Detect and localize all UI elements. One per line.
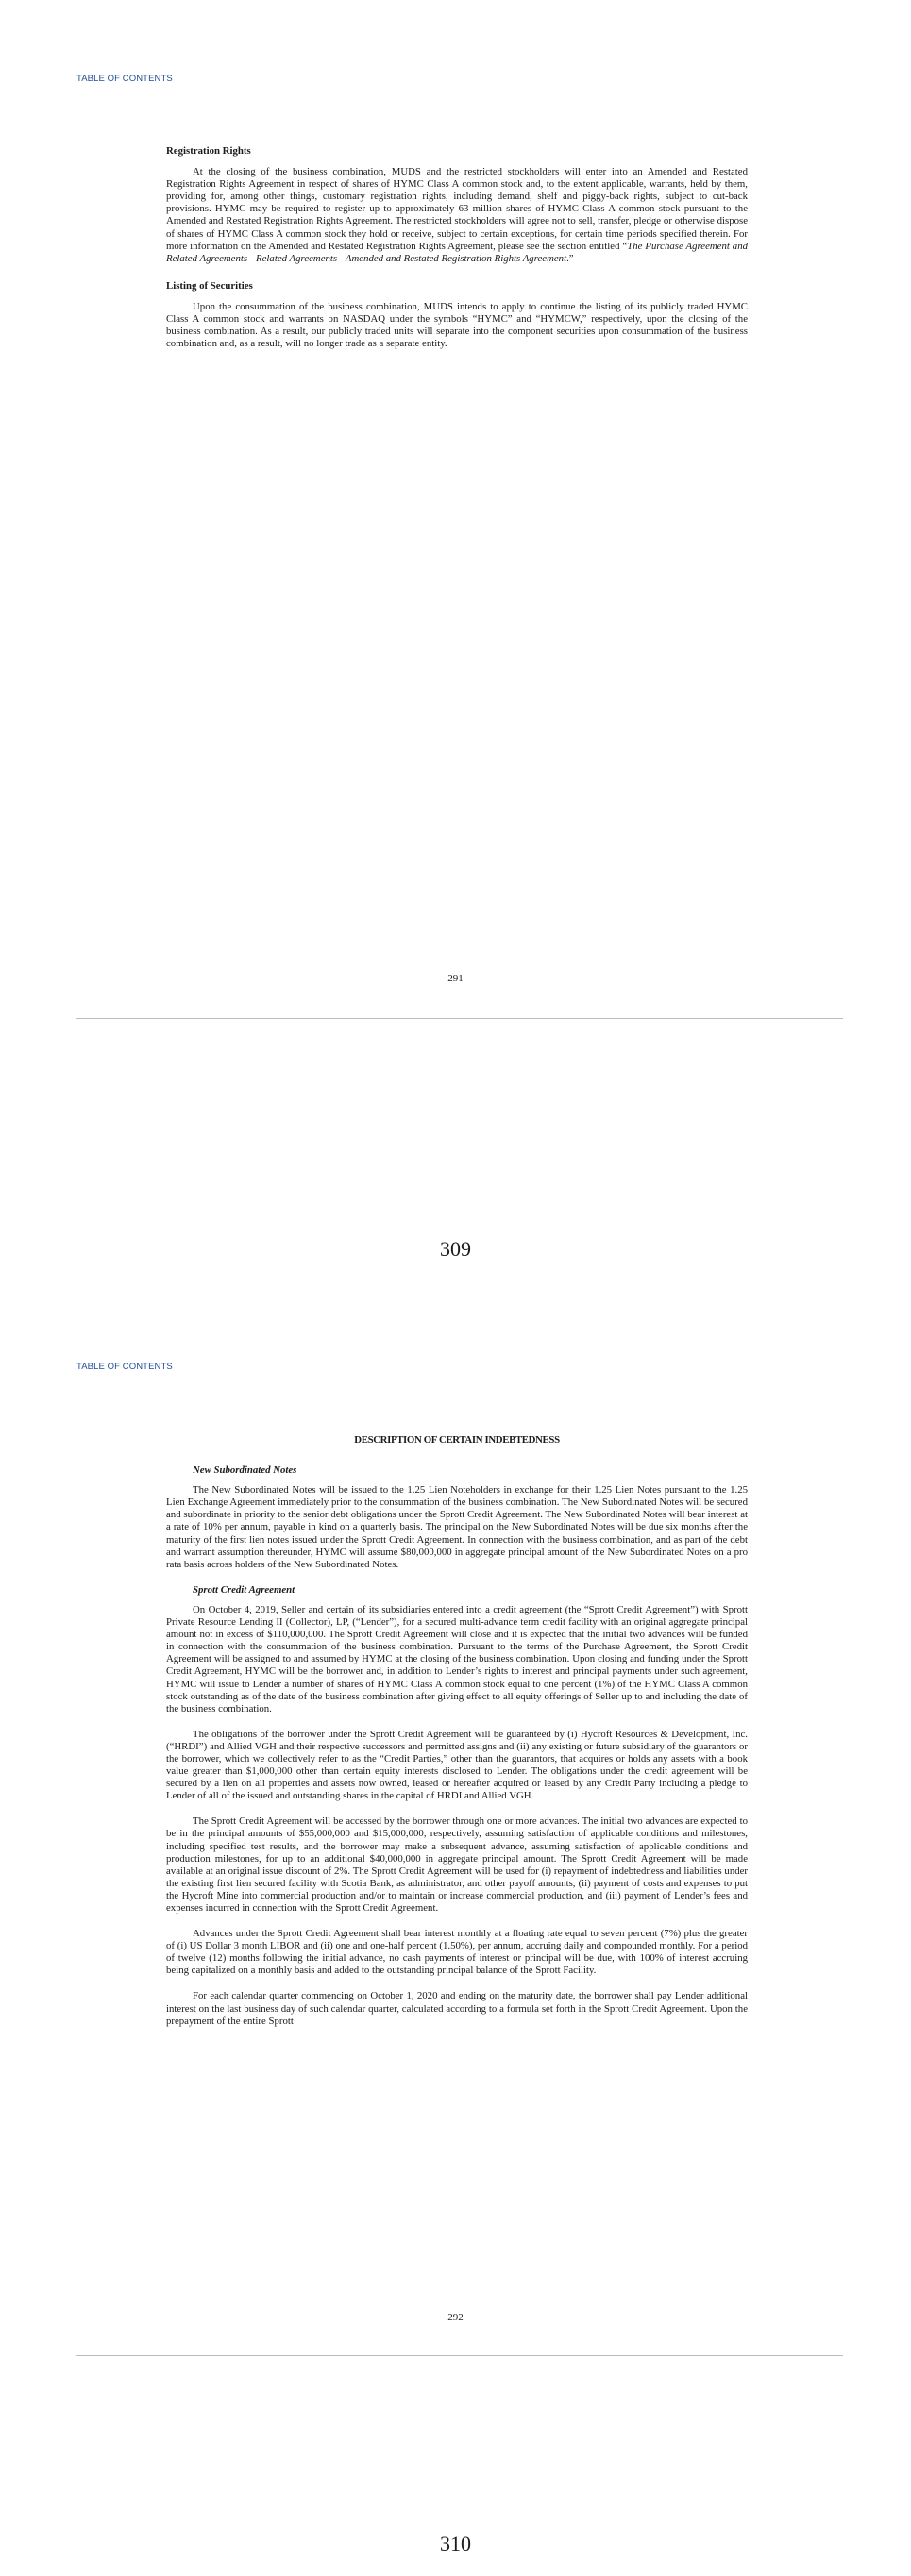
registration-rights-reference: The Purchase Agreement and Related Agreements - Related Agreements - Amended and Restated Registration Rights Agreement	[166, 240, 748, 264]
listing-of-securities-paragraph: Upon the consummation of the business combination, MUDS intends to apply to continue the listing of its publicly traded HYMC Class A common stock and warrants on NASDAQ under the symbols “HYMC” and “HYMCW,” respectively, upon the closing of the business combination. As a result, our publicly traded units will separate into the component securities upon consummation of the business combination and, as a result, will no longer trade as a separate entity.	[166, 300, 748, 350]
sequence-number: 309	[440, 1237, 471, 1261]
new-subordinated-notes-heading: New Subordinated Notes	[193, 1464, 297, 1477]
page-number: 292	[447, 2312, 464, 2323]
section-title: DESCRIPTION OF CERTAIN INDEBTEDNESS	[354, 1434, 560, 1446]
page-2-body	[166, 1434, 748, 2028]
registration-rights-paragraph: At the closing of the business combination, MUDS and the restricted stockholders will enter into an Amended and Restated Registration Rights Agreement in respect of shares of HYMC Class A common stock and, to the extent applicable, warrants, held by them, providing for, among other things, customary registration rights, including demand, shelf and piggy-back rights, subject to cut-back provisions. HYMC may be required to register up to approximately 63 million shares of HYMC Class A common stock pursuant to the Amended and Restated Registration Rights Agreement. The restricted stockholders will agree not to sell, transfer, pledge or otherwise dispose of shares of HYMC Class A common stock they hold or receive, subject to certain exceptions, for certain time periods specified therein. For more information on the Amended and Restated Registration Rights Agreement, please see the section entitled “The Purchase Agreement and Related Agreements - Related Agreements - Amended and Restated Registration Rights Agreement.”	[166, 166, 748, 264]
sprott-paragraph: The obligations of the borrower under the Sprott Credit Agreement will be guaranteed by (i) Hycroft Resources & Development, Inc. (“HRDI”) and Allied VGH and their respective successors and permitted assigns and (ii) any existing or future subsidiary of the guarantors or the borrower, which we collectively refer to as the “Credit Parties,” other than the guarantors, that acquires or holds any assets with a book value greater than $1,000,000 other than certain equity interests disclosed to Lender. The obligations under the credit agreement will be secured by a lien on all properties and assets now owned, leased or hereafter acquired or leased by any Credit Party including a pledge to Lender of all of the issued and outstanding shares in the capital of HRDI and Allied VGH.	[166, 1728, 748, 1802]
table-of-contents-link[interactable]: TABLE OF CONTENTS	[76, 1362, 173, 1372]
sprott-credit-agreement-heading: Sprott Credit Agreement	[193, 1583, 295, 1596]
sprott-paragraph: For each calendar quarter commencing on October 1, 2020 and ending on the maturity date, the borrower shall pay Lender additional interest on the last business day of such calendar quarter, calculated according to a formula set forth in the Sprott Credit Agreement. Upon the prepayment of the entire Sprott	[166, 1990, 748, 2027]
registration-rights-heading: Registration Rights	[166, 145, 251, 157]
table-of-contents-link[interactable]: TABLE OF CONTENTS	[76, 74, 173, 84]
sprott-paragraph: Advances under the Sprott Credit Agreement shall bear interest monthly at a floating rate equal to seven percent (7%) plus the greater of (i) US Dollar 3 month LIBOR and (ii) one and one-half percent (1.50%), per annum, accruing daily and compounded monthly. For a period of twelve (12) months following the initial advance, no cash payments of interest or principal will be due, with 100% of interest accruing being capitalized on a monthly basis and added to the outstanding principal balance of the Sprott Facility.	[166, 1928, 748, 1977]
sprott-paragraph: The Sprott Credit Agreement will be accessed by the borrower through one or more advances. The initial two advances are expected to be in the principal amounts of $55,000,000 and $15,000,000, respectively, assuming satisfaction of applicable conditions and milestones, including specified test results, and the borrower may make a subsequent advance, assuming satisfaction of applicable conditions and production milestones, for up to an additional $40,000,000 in aggregate principal amount. The Sprott Credit Agreement will be made available at an original issue discount of 2%. The Sprott Credit Agreement will be used for (i) repayment of indebtedness and liabilities under the existing first lien secured facility with Scotia Bank, as administrator, and other payoff amounts, (ii) payment of costs and expenses to put the Hycroft Mine into commercial production and/or to maintain or increase commercial production, and (iii) payment of Lender’s fees and expenses incurred in connection with the Sprott Credit Agreement.	[166, 1815, 748, 1914]
page-divider	[76, 2355, 843, 2356]
sequence-number: 310	[440, 2532, 471, 2555]
sprott-paragraph: On October 4, 2019, Seller and certain of its subsidiaries entered into a credit agreement (the “Sprott Credit Agreement”) with Sprott Private Resource Lending II (Collector), LP, (“Lender”), for a secured multi-advance term credit facility with an original aggregate principal amount not in excess of $110,000,000. The Sprott Credit Agreement will close and it is expected that the initial two advances will be funded in connection with the consummation of the business combination. Pursuant to the terms of the Purchase Agreement, the Sprott Credit Agreement will be assigned to and assumed by HYMC at the closing of the business combination. Upon closing and funding under the Sprott Credit Agreement, HYMC will be the borrower and, in addition to Lender’s rights to interest and principal payments under such agreement, HYMC will issue to Lender a number of shares of HYMC Class A common stock equal to one percent (1%) of the HYMC Class A common stock outstanding as of the date of the business combination after giving effect to all equity offerings of Seller up to and including the date of the business combination.	[166, 1603, 748, 1715]
page-number: 291	[447, 973, 464, 984]
page-divider	[76, 1018, 843, 1019]
page-1-body	[166, 145, 748, 350]
listing-of-securities-heading: Listing of Securities	[166, 279, 253, 292]
new-subordinated-notes-paragraph: The New Subordinated Notes will be issued to the 1.25 Lien Noteholders in exchange for their 1.25 Lien Notes pursuant to the 1.25 Lien Exchange Agreement immediately prior to the consummation of the business combination. The New Subordinated Notes will be secured and subordinate in priority to the senior debt obligations under the Sprott Credit Agreement. The New Subordinated Notes will bear interest at a rate of 10% per annum, payable in kind on a quarterly basis. The principal on the New Subordinated Notes will be due six months after the maturity of the first lien notes issued under the Sprott Credit Agreement. In connection with the business combination, and as part of the debt and warrant assumption thereunder, HYMC will assume $80,000,000 in aggregate principal amount of the New Subordinated Notes on a pro rata basis across holders of the New Subordinated Notes.	[166, 1484, 748, 1570]
document-page-2	[0, 1288, 911, 2576]
